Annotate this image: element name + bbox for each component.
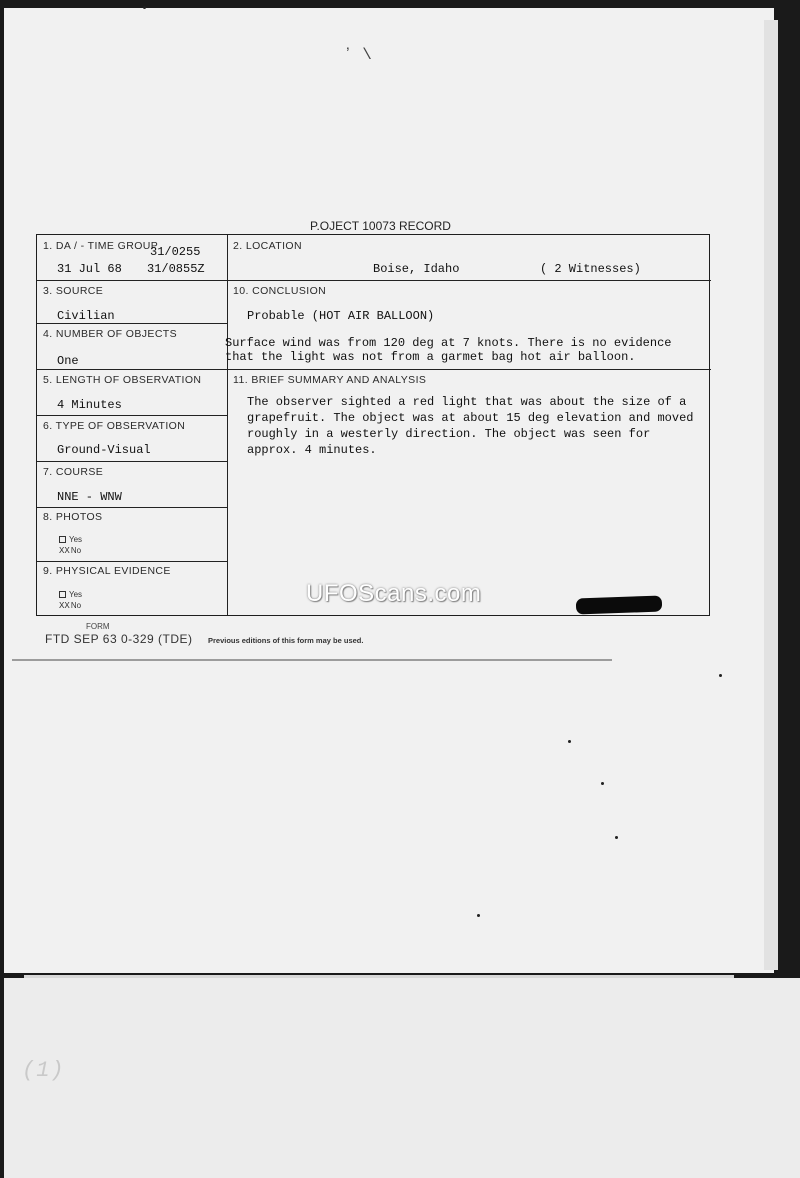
conclusion-note-line2: that the light was not from a garmet bag hot air balloon. — [225, 350, 636, 364]
photos-yes-label: Yes — [69, 535, 83, 544]
conclusion-label: 10. CONCLUSION — [233, 285, 327, 297]
row-divider — [37, 461, 227, 462]
bottom-rule — [12, 659, 612, 661]
physical-evidence-yes-label: Yes — [69, 590, 83, 599]
location-value: Boise, Idaho — [373, 262, 460, 276]
summary-text: The observer sighted a red light that was about the size of a grapefruit. The object was at about 15 deg elevation and moved roughly in a westerly direction. The object was seen for approx. 4 minutes. — [247, 395, 694, 457]
back-page — [4, 978, 800, 1178]
checkbox-empty-icon — [59, 591, 66, 598]
length-of-observation-label: 5. LENGTH OF OBSERVATION — [43, 374, 202, 386]
form-title: P.OJECT 10073 RECORD — [310, 219, 451, 233]
faint-handwritten-mark: (1) — [22, 1058, 65, 1083]
row-divider — [37, 415, 227, 416]
location-label: 2. LOCATION — [233, 240, 302, 252]
row-divider — [37, 323, 227, 324]
redaction-mark — [576, 596, 663, 615]
physical-evidence-no-mark: XX — [59, 601, 70, 611]
photos-no-option — [59, 546, 81, 556]
time-z-value: 31/0855Z — [147, 262, 205, 276]
physical-evidence-no-option — [59, 601, 81, 611]
top-pen-marks: ʼ \ — [343, 46, 372, 64]
source-label: 3. SOURCE — [43, 285, 104, 297]
scan-speck — [601, 782, 604, 785]
footer-form-word: FORM — [86, 622, 110, 631]
checkbox-empty-icon — [59, 536, 66, 543]
physical-evidence-no-label: No — [70, 601, 82, 610]
scan-speck — [568, 740, 571, 743]
scan-speck — [615, 836, 618, 839]
type-of-observation-label: 6. TYPE OF OBSERVATION — [43, 420, 186, 432]
scan-speck — [143, 6, 146, 9]
witnesses-value: ( 2 Witnesses) — [540, 262, 641, 276]
source-value: Civilian — [57, 309, 115, 323]
type-of-observation-value: Ground-Visual — [57, 443, 151, 457]
page-edge-shadow — [764, 20, 778, 970]
scan-speck — [719, 674, 722, 677]
scan-speck — [477, 914, 480, 917]
footer-note: Previous editions of this form may be used. — [208, 636, 364, 645]
footer-form-code: FTD SEP 63 0-329 (TDE) — [45, 632, 193, 646]
watermark: UFOScans.com — [306, 580, 482, 607]
column-divider — [227, 235, 228, 615]
time-local-value: 31/0255 — [150, 245, 201, 259]
row-divider — [37, 561, 227, 562]
date-value: 31 Jul 68 — [57, 262, 122, 276]
physical-evidence-yes-option — [59, 590, 82, 599]
conclusion-note-line1: Surface wind was from 120 deg at 7 knots. There is no evidence — [225, 336, 672, 350]
date-time-label: 1. DA / - TIME GROUP — [43, 240, 159, 252]
photos-no-label: No — [70, 546, 82, 555]
photos-yes-option — [59, 535, 82, 544]
summary-label: 11. BRIEF SUMMARY AND ANALYSIS — [233, 374, 427, 386]
course-value: NNE - WNW — [57, 490, 122, 504]
conclusion-value: Probable (HOT AIR BALLOON) — [247, 309, 435, 323]
course-label: 7. COURSE — [43, 466, 104, 478]
row-divider — [37, 369, 711, 370]
number-of-objects-label: 4. NUMBER OF OBJECTS — [43, 328, 178, 340]
length-of-observation-value: 4 Minutes — [57, 398, 122, 412]
row-divider — [37, 507, 227, 508]
photos-label: 8. PHOTOS — [43, 511, 103, 523]
physical-evidence-label: 9. PHYSICAL EVIDENCE — [43, 565, 171, 577]
number-of-objects-value: One — [57, 354, 79, 368]
record-form — [36, 234, 710, 616]
row-divider — [37, 280, 711, 281]
photos-no-mark: XX — [59, 546, 70, 556]
